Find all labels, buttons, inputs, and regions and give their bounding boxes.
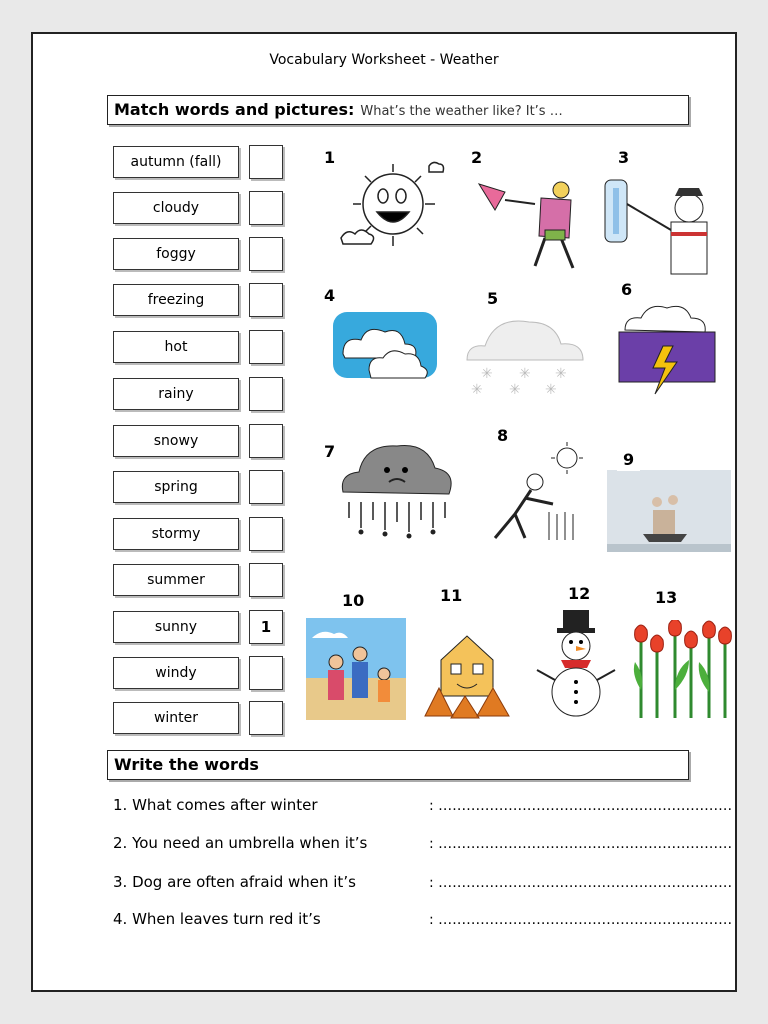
word-label: windy (113, 657, 239, 689)
answer-box[interactable] (249, 517, 283, 551)
answer-line-4[interactable]: : ……………………………………………………… (429, 912, 733, 928)
picture-number-13: 13 (649, 586, 683, 609)
match-heading: Match words and pictures: (114, 100, 355, 119)
answer-line-2[interactable]: : ……………………………………………………… (429, 836, 733, 852)
word-label: foggy (113, 238, 239, 270)
picture-number-11: 11 (434, 584, 468, 607)
answer-box[interactable] (249, 237, 283, 271)
answer-line-1[interactable]: : ……………………………………………………… (429, 798, 733, 814)
page-title: Vocabulary Worksheet - Weather (269, 52, 499, 68)
svg-text:✳: ✳ (555, 366, 567, 382)
match-section-header (107, 95, 689, 125)
write-section-header (107, 750, 689, 780)
question-2: 2. You need an umbrella when it’s (113, 834, 368, 852)
picture-number-4: 4 (318, 284, 341, 307)
answer-box[interactable]: 1 (249, 610, 283, 644)
word-label: stormy (113, 518, 239, 550)
picture-number-9: 9 (617, 448, 640, 471)
picture-number-5: 5 (481, 287, 504, 310)
freezing-thermometer-man-icon (601, 174, 729, 278)
write-heading: Write the words (114, 755, 259, 774)
answer-box[interactable] (249, 563, 283, 597)
worksheet-page (31, 32, 737, 992)
svg-text:✳: ✳ (519, 366, 531, 382)
answer-box[interactable] (249, 656, 283, 690)
answer-box[interactable] (249, 470, 283, 504)
word-label: winter (113, 702, 239, 734)
answer-box[interactable] (249, 330, 283, 364)
foggy-boat-icon (607, 470, 731, 552)
answer-box[interactable] (249, 283, 283, 317)
sunny-sun-icon (337, 152, 449, 260)
word-label: rainy (113, 378, 239, 410)
answer-box[interactable] (249, 377, 283, 411)
word-label: snowy (113, 425, 239, 457)
word-label: summer (113, 564, 239, 596)
picture-number-8: 8 (491, 424, 514, 447)
stormy-cloud-lightning-icon (611, 302, 723, 410)
rainy-cloud-icon (335, 436, 459, 560)
picture-number-10: 10 (336, 589, 370, 612)
word-label: cloudy (113, 192, 239, 224)
word-label: sunny (113, 611, 239, 643)
answer-box[interactable] (249, 191, 283, 225)
answer-line-3[interactable]: : ……………………………………………………… (429, 875, 733, 891)
picture-number-7: 7 (318, 440, 341, 463)
answer-box[interactable] (249, 424, 283, 458)
autumn-house-leaves-icon (421, 626, 513, 720)
picture-number-1: 1 (318, 146, 341, 169)
picture-number-12: 12 (562, 582, 596, 605)
question-1: 1. What comes after winter (113, 796, 318, 814)
word-label: spring (113, 471, 239, 503)
picture-number-6: 6 (615, 278, 638, 301)
word-label: freezing (113, 284, 239, 316)
cloudy-clouds-icon (329, 306, 441, 410)
svg-text:✳: ✳ (509, 382, 521, 396)
question-3: 3. Dog are often afraid when it’s (113, 873, 356, 891)
hot-man-sun-icon (475, 442, 591, 548)
windy-woman-umbrella-icon (475, 174, 587, 274)
spring-tulips-icon (631, 620, 735, 720)
picture-number-3: 3 (612, 146, 635, 169)
word-label: autumn (fall) (113, 146, 239, 178)
picture-number-2: 2 (465, 146, 488, 169)
svg-text:✳: ✳ (471, 382, 483, 396)
match-subheading: What’s the weather like? It’s … (360, 104, 563, 119)
answer-box[interactable] (249, 701, 283, 735)
word-label: hot (113, 331, 239, 363)
answer-box[interactable] (249, 145, 283, 179)
summer-beach-family-icon (306, 618, 406, 720)
snowy-cloud-icon (463, 316, 587, 396)
svg-text:✳: ✳ (481, 366, 493, 382)
winter-snowman-icon (531, 608, 621, 724)
question-4: 4. When leaves turn red it’s (113, 910, 321, 928)
svg-text:✳: ✳ (545, 382, 557, 396)
